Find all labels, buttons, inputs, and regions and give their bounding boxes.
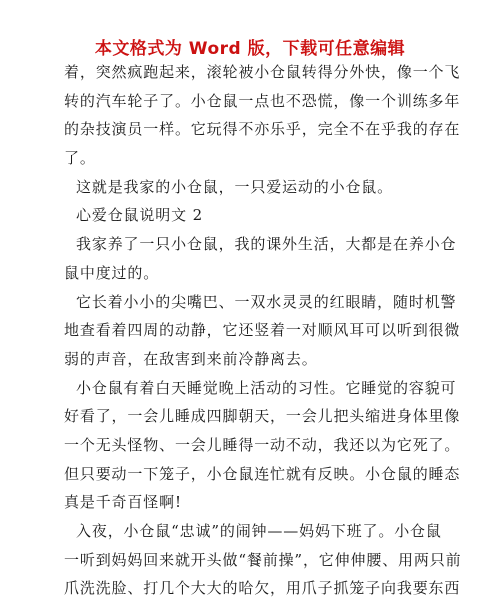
- text-line: 入夜，小仓鼠“忠诚”的闹钟——妈妈下班了。小仓鼠: [76, 522, 442, 540]
- format-banner: 本文格式为 Word 版，下载可任意编辑: [94, 39, 406, 59]
- text-line: 它长着小小的尖嘴巴、一双水灵灵的红眼睛，随时机警: [76, 292, 457, 311]
- document-body: [64, 58, 462, 603]
- text-line: 一个无头怪物、一会儿睡得一动不动，我还以为它死了。: [64, 435, 461, 454]
- text-line: 好看了，一会儿睡成四脚朝天，一会儿把头缩进身体里像: [64, 407, 461, 426]
- text-line: 了。: [64, 149, 96, 168]
- text-line: 小仓鼠有着白天睡觉晚上活动的习性。它睡觉的容貌可: [76, 378, 457, 397]
- section-heading: 心爱仓鼠说明文 2: [76, 206, 203, 225]
- text-line: 这就是我家的小仓鼠，一只爱运动的小仓鼠。: [76, 177, 394, 196]
- text-line: 弱的声音，在敌害到来前冷静离去。: [64, 349, 318, 368]
- text-line: 转的汽车轮子了。小仓鼠一点也不恐慌，像一个训练多年: [64, 91, 461, 110]
- text-line: 的杂技演员一样。它玩得不亦乐乎，完全不在乎我的存在: [64, 120, 461, 139]
- text-line: 真是千奇百怪啊!: [64, 493, 182, 512]
- text-line: 地查看着四周的动静，它还竖着一对顺风耳可以听到很微: [64, 321, 461, 340]
- text-line: 着，突然疯跑起来，滚轮被小仓鼠转得分外快，像一个飞: [64, 63, 461, 81]
- text-line: 我家养了一只小仓鼠，我的课外生活，大都是在养小仓: [76, 235, 457, 254]
- text-line: 爪洗洗脸、打几个大大的哈欠，用爪子抓笼子向我要东西: [64, 579, 461, 598]
- text-line: 鼠中度过的。: [64, 263, 160, 282]
- text-line: 一听到妈妈回来就开头做“餐前操”，它伸伸腰、用两只前: [64, 550, 462, 569]
- text-line: 但只要动一下笼子，小仓鼠连忙就有反映。小仓鼠的睡态: [64, 464, 461, 483]
